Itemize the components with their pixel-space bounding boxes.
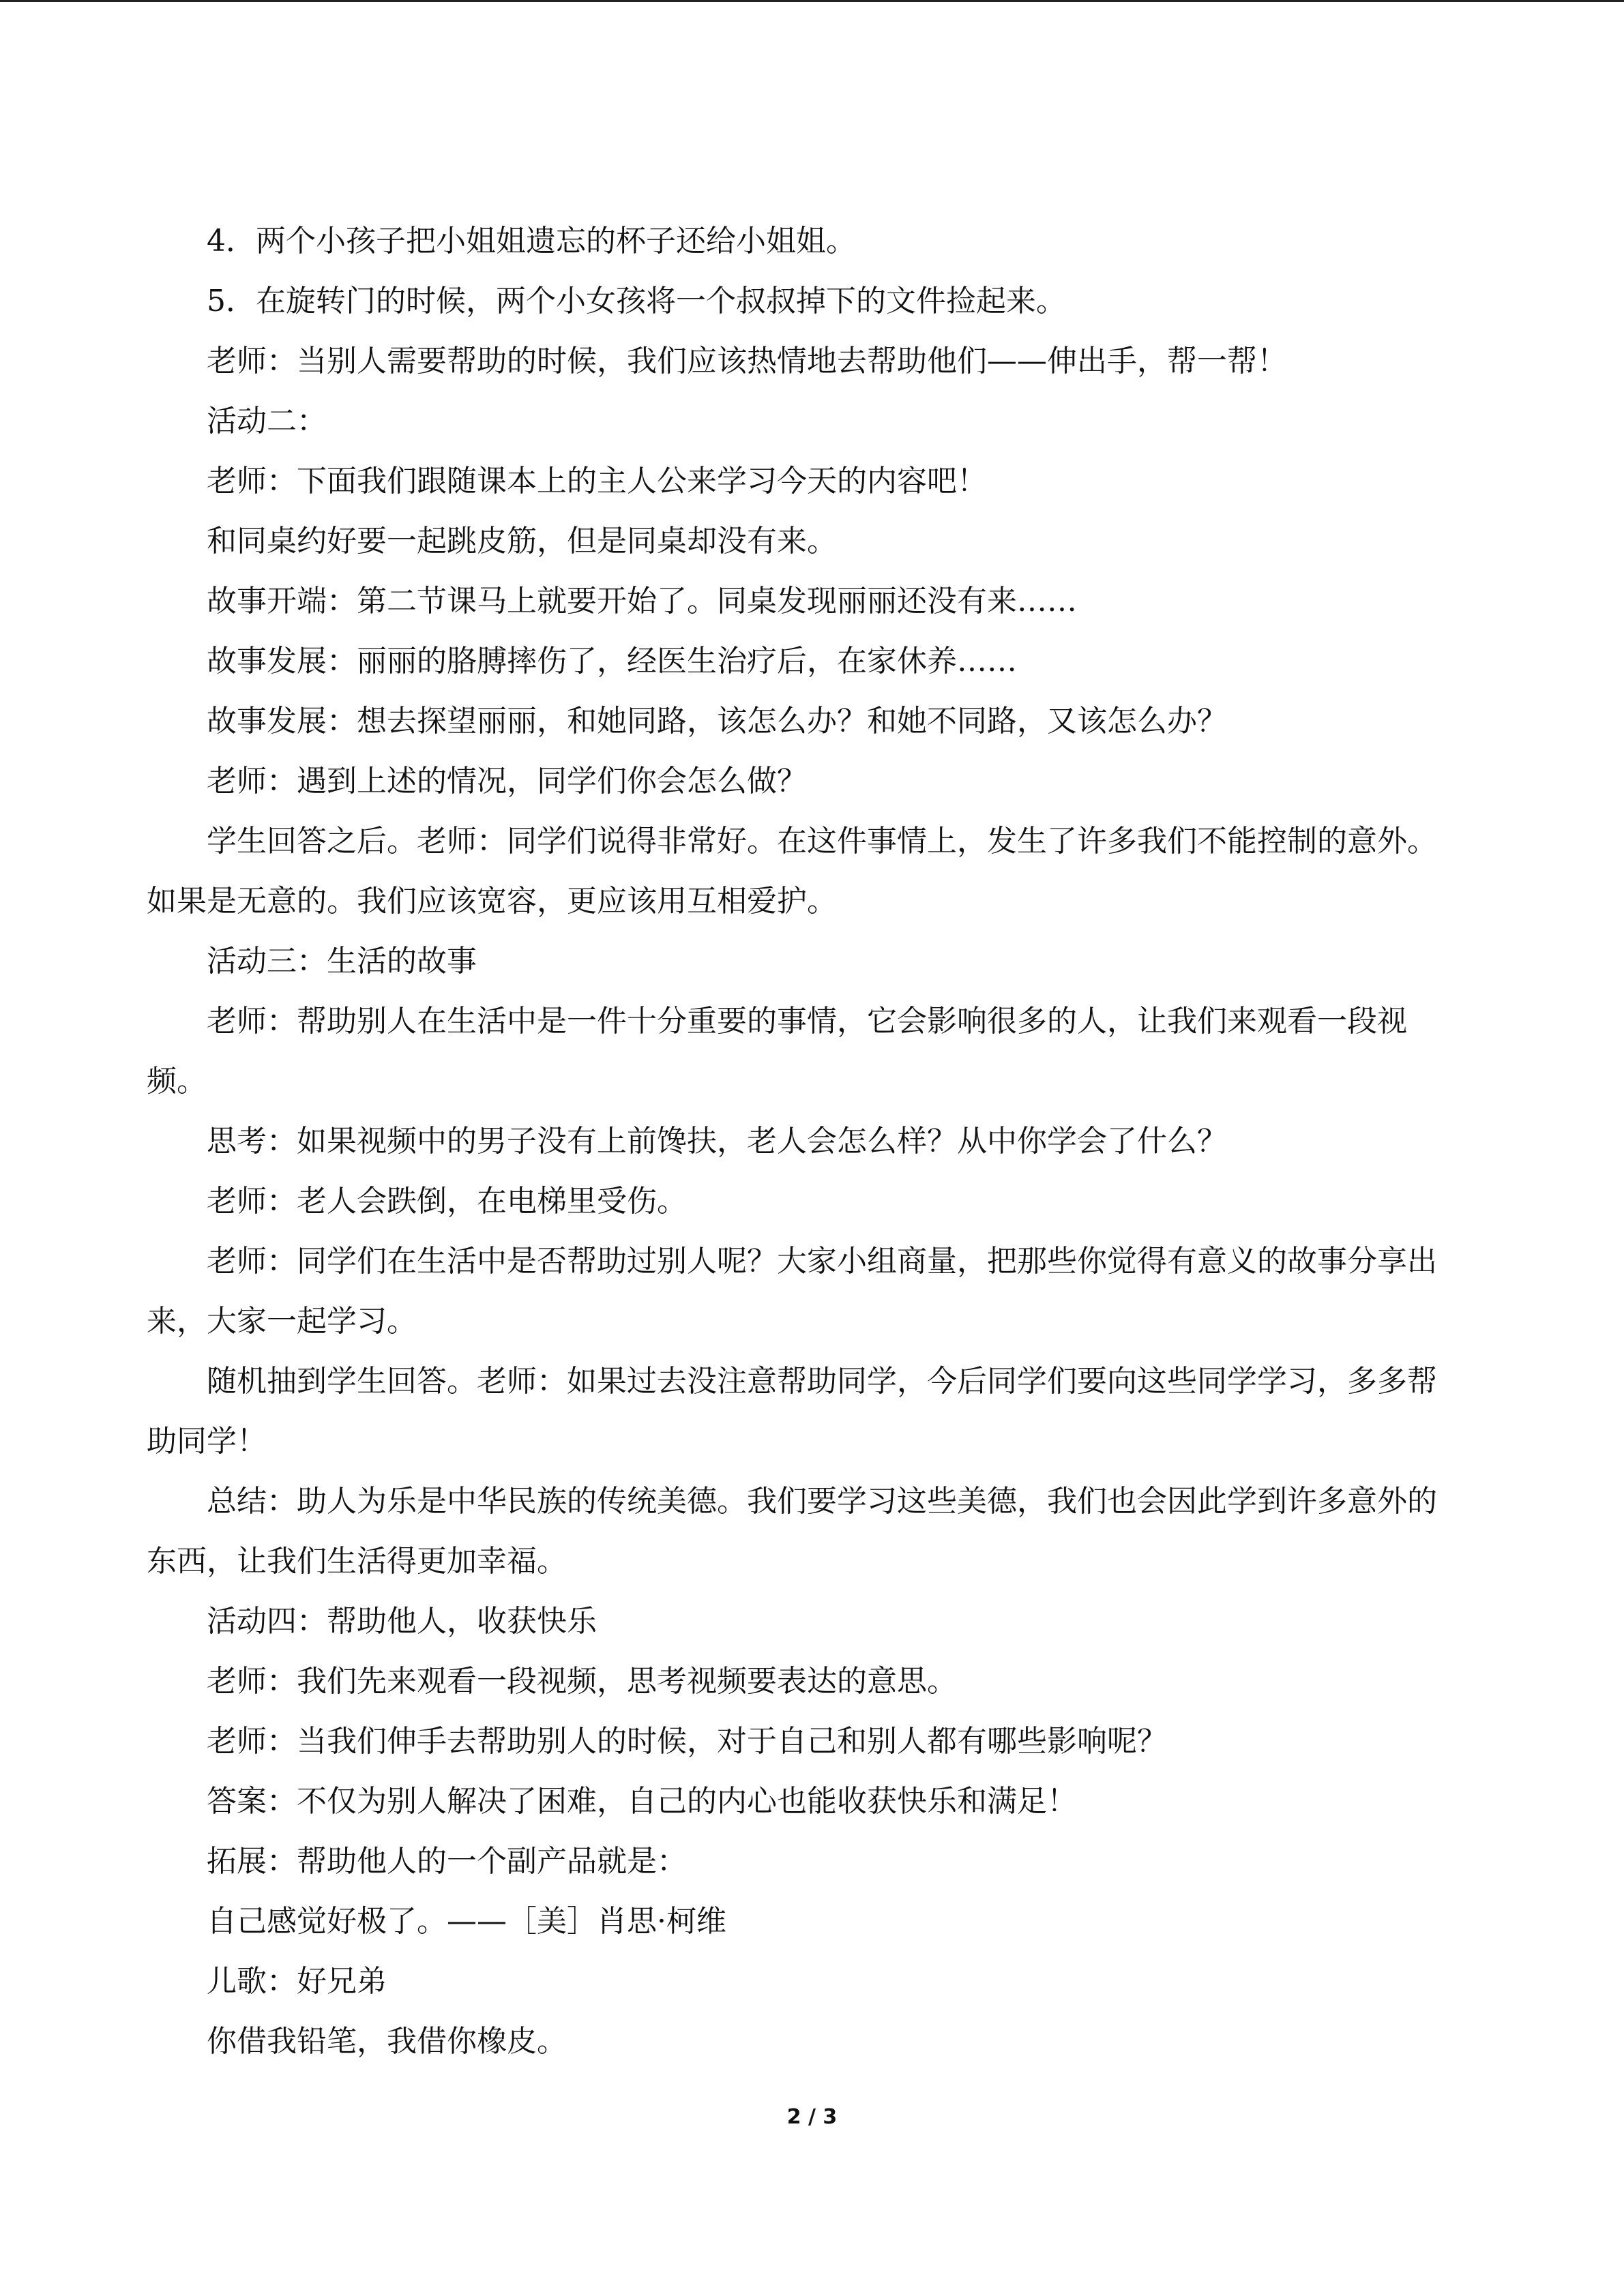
- paragraph: 思考：如果视频中的男子没有上前馋扶，老人会怎么样？从中你学会了什么？: [207, 1124, 1227, 1159]
- paragraph: 随机抽到学生回答。老师：如果过去没注意帮助同学，今后同学们要向这些同学学习，多多帮助同学！: [147, 1364, 1437, 1459]
- paragraph: 故事发展：丽丽的胳膊摔伤了，经医生治疗后，在家休养……: [207, 644, 1017, 679]
- paragraph: 老师：老人会跌倒，在电梯里受伤。: [207, 1184, 687, 1219]
- paragraph: 老师：帮助别人在生活中是一件十分重要的事情，它会影响很多的人，让我们来观看一段视频。: [147, 1004, 1407, 1099]
- paragraph: 和同桌约好要一起跳皮筋，但是同桌却没有来。: [207, 524, 837, 558]
- paragraph: 老师：当别人需要帮助的时候，我们应该热情地去帮助他们——伸出手，帮一帮！: [207, 344, 1287, 378]
- paragraph: 4．两个小孩子把小姐姐遗忘的杯子还给小姐姐。: [207, 224, 856, 258]
- paragraph: 老师：同学们在生活中是否帮助过别人呢？大家小组商量，把那些你觉得有意义的故事分享出来，大家一起学习。: [147, 1244, 1437, 1339]
- song-line: 你借我铅笔，我借你橡皮。: [207, 2024, 567, 2059]
- top-border-line: [0, 0, 1624, 2]
- paragraph: 故事发展：想去探望丽丽，和她同路，该怎么办？和她不同路，又该怎么办？: [207, 704, 1227, 739]
- document-body: [147, 211, 1463, 2072]
- paragraph: 总结：助人为乐是中华民族的传统美德。我们要学习这些美德，我们也会因此学到许多意外的东西，让我们生活得更加幸福。: [147, 1484, 1437, 1579]
- section-heading: 活动四：帮助他人，收获快乐: [207, 1604, 597, 1639]
- paragraph: 老师：下面我们跟随课本上的主人公来学习今天的内容吧！: [207, 464, 987, 498]
- paragraph: 学生回答之后。老师：同学们说得非常好。在这件事情上，发生了许多我们不能控制的意外。如果是无意的。我们应该宽容，更应该用互相爱护。: [147, 824, 1437, 919]
- paragraph: 老师：当我们伸手去帮助别人的时候，对于自己和别人都有哪些影响呢？: [207, 1724, 1167, 1759]
- paragraph: 故事开端：第二节课马上就要开始了。同桌发现丽丽还没有来……: [207, 584, 1077, 618]
- page-number: 2 / 3: [786, 2105, 838, 2129]
- section-heading: 活动三：生活的故事: [207, 944, 477, 979]
- quote-line: 自己感觉好极了。——［美］肖思·柯维: [207, 1904, 726, 1939]
- paragraph: 老师：遇到上述的情况，同学们你会怎么做？: [207, 764, 807, 799]
- paragraph: 答案：不仅为别人解决了困难，自己的内心也能收获快乐和满足！: [207, 1784, 1077, 1819]
- paragraph: 5．在旋转门的时候，两个小女孩将一个叔叔掉下的文件捡起来。: [207, 284, 1066, 318]
- paragraph: 拓展：帮助他人的一个副产品就是：: [207, 1844, 687, 1879]
- section-heading: 活动二：: [207, 404, 327, 438]
- song-title: 儿歌：好兄弟: [207, 1964, 387, 1999]
- paragraph: 老师：我们先来观看一段视频，思考视频要表达的意思。: [207, 1664, 957, 1699]
